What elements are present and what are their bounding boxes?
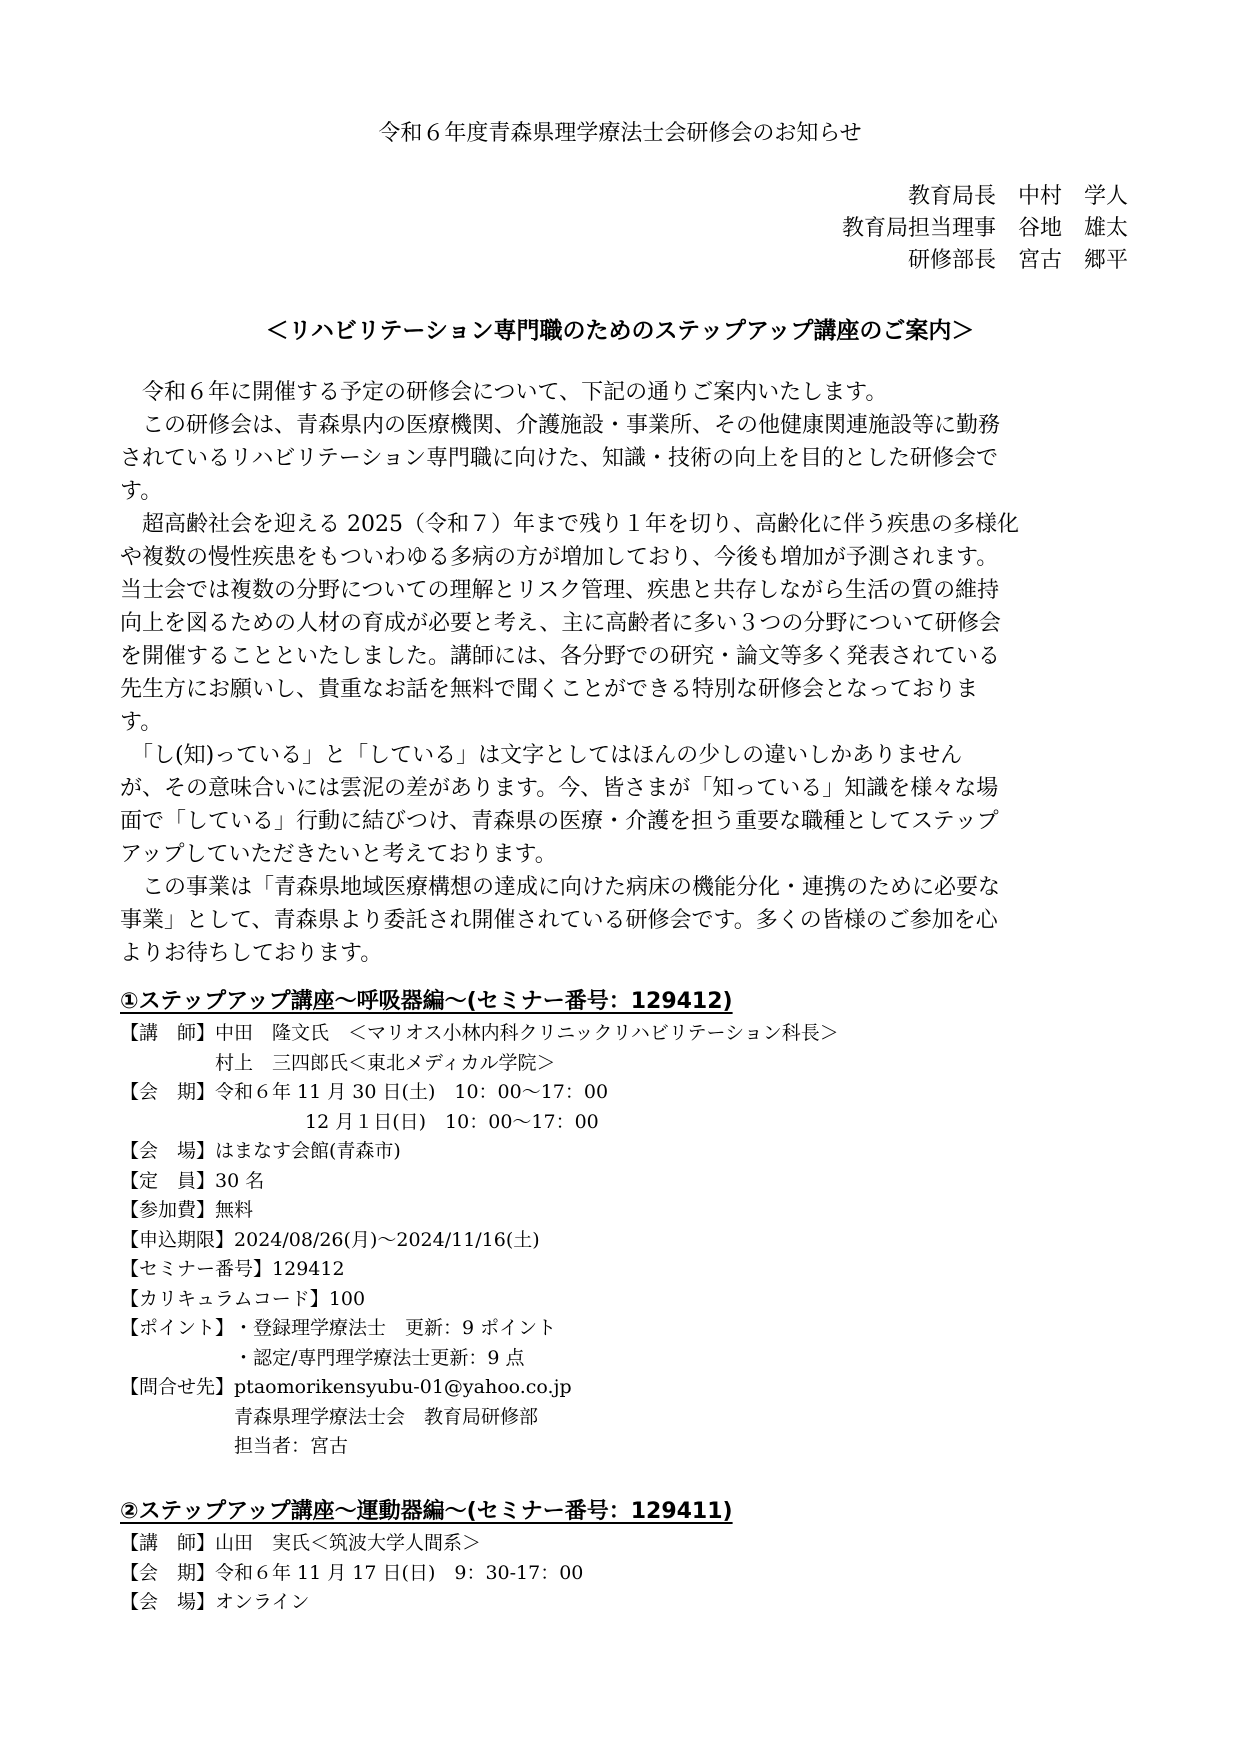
announcement-subtitle: ＜リハビリテーション専門職のためのステップアップ講座のご案内＞ (265, 318, 975, 344)
lecturer-label: 【講 師】 (120, 1022, 216, 1044)
seminar-number-row (120, 1255, 1126, 1285)
intro-line: が、その意味合いには雲泥の差があります。今、皆さまが「知っている」知識を様々な場 (120, 776, 999, 801)
intro-line: 面で「している」行動に結びつけ、青森県の医療・介護を担う重要な職種としてステップ (120, 809, 999, 834)
intro-body (120, 376, 1126, 970)
lecturer-row (120, 1529, 1126, 1559)
period-label: 【会 期】 (120, 1561, 216, 1584)
intro-line: 令和６年に開催する予定の研修会について、下記の通りご案内いたします。 (120, 380, 888, 405)
lecturer-row (120, 1019, 1126, 1078)
signer-name: 宮古 郷平 (1017, 248, 1128, 273)
fee-row (120, 1196, 1126, 1226)
intro-line: す。 (120, 479, 163, 504)
venue-row (120, 1137, 1126, 1167)
intro-line: や複数の慢性疾患をもついわゆる多病の方が増加しており、今後も増加が予測されます。 (120, 545, 999, 570)
contact-row (120, 1373, 1126, 1462)
intro-line: よりお待ちしております。 (120, 941, 383, 966)
signer-row (528, 245, 1128, 277)
intro-line: 当士会では複数の分野についての理解とリスク管理、疾患と共存しながら生活の質の維持 (120, 578, 1000, 603)
signer-block (528, 181, 1128, 277)
intro-line: 先生方にお願いし、貴重なお話を無料で聞くことができる特別な研修会となっておりま (120, 677, 979, 702)
contact-org: 青森県理学療法士会 教育局研修部 (234, 1405, 539, 1428)
intro-line: 「し(知)っている」と「している」は文字としてはほんの少しの違いしかありません (120, 743, 963, 768)
signer-role: 教育局担当理事 (841, 216, 996, 241)
venue-value: オンライン (215, 1591, 310, 1613)
contact-list (234, 1373, 572, 1462)
lecturer-list (215, 1019, 839, 1078)
section-locomotor (120, 1496, 1126, 1618)
points-item: ・認定/専門理学療法士更新：9 点 (234, 1346, 525, 1369)
contact-label: 【問合せ先】 (120, 1376, 235, 1398)
intro-line: す。 (120, 710, 163, 735)
venue-label: 【会 場】 (120, 1140, 216, 1162)
deadline-row (120, 1226, 1126, 1256)
signer-row (528, 181, 1128, 213)
intro-line: 事業」として、青森県より委託され開催されている研修会です。多くの皆様のご参加を心 (120, 908, 998, 933)
period-row (120, 1559, 1126, 1589)
intro-line: アップしていただきたいと考えております。 (120, 842, 557, 867)
lecturer-label: 【講 師】 (120, 1532, 216, 1554)
period-item: 12 月１日(日) 10：00～17：00 (305, 1110, 599, 1133)
points-item: ・登録理学療法士 更新：9 ポイント (234, 1317, 557, 1339)
period-label: 【会 期】 (120, 1081, 216, 1103)
signer-row (528, 213, 1128, 245)
deadline-value: 2024/08/26(月)～2024/11/16(土) (234, 1228, 540, 1251)
curriculum-value: 100 (328, 1287, 366, 1310)
lecturer-item: 山田 実氏＜筑波大学人間系＞ (215, 1532, 482, 1554)
signer-role: 教育局長 (907, 184, 996, 209)
period-list (215, 1078, 608, 1137)
period-item: 令和６年 11 月 17 日(日) 9：30-17：00 (215, 1561, 584, 1584)
period-row (120, 1078, 1126, 1137)
period-item: 令和６年 11 月 30 日(土) 10：00～17：00 (215, 1081, 609, 1103)
venue-value: はまなす会館(青森市) (215, 1140, 401, 1162)
points-list (234, 1314, 556, 1373)
intro-line: この事業は「青森県地域医療構想の達成に向けた病床の機能分化・連携のために必要な (120, 875, 1001, 900)
capacity-label: 【定 員】 (120, 1169, 216, 1192)
deadline-label: 【申込期限】 (120, 1228, 235, 1251)
intro-line: されているリハビリテーション専門職に向けた、知識・技術の向上を目的とした研修会で (120, 446, 999, 471)
venue-row (120, 1588, 1126, 1618)
capacity-value: 30 名 (215, 1169, 265, 1192)
page-title: 令和６年度青森県理学療法士会研修会のお知らせ (378, 121, 862, 146)
venue-label: 【会 場】 (120, 1591, 216, 1613)
intro-line: を開催することといたしました。講師には、各分野での研究・論文等多く発表されている (120, 644, 1001, 669)
section-respiratory (120, 986, 1126, 1462)
section-heading: ①ステップアップ講座～呼吸器編～(セミナー番号：129412) (120, 989, 733, 1014)
curriculum-row (120, 1285, 1126, 1315)
lecturer-item: 中田 隆文氏 ＜マリオス小林内科クリニックリハビリテーション科長＞ (215, 1022, 839, 1044)
lecturer-item: 村上 三四郎氏＜東北メディカル学院＞ (215, 1051, 556, 1074)
points-row (120, 1314, 1126, 1373)
fee-label: 【参加費】 (120, 1199, 216, 1221)
seminar-number-label: 【セミナー番号】 (120, 1258, 273, 1280)
signer-name: 谷地 雄太 (1017, 216, 1128, 241)
capacity-row (120, 1167, 1126, 1197)
contact-person: 担当者：宮古 (234, 1435, 349, 1457)
intro-line: 超高齢社会を迎える 2025（令和７）年まで残り１年を切り、高齢化に伴う疾患の多様化 (120, 512, 1019, 537)
intro-line: この研修会は、青森県内の医療機関、介護施設・事業所、その他健康関連施設等に勤務 (120, 413, 1001, 438)
seminar-number-value: 129412 (272, 1258, 345, 1280)
signer-name: 中村 学人 (1017, 184, 1128, 209)
section-heading: ②ステップアップ講座～運動器編～(セミナー番号：129411) (120, 1499, 733, 1524)
contact-email[interactable]: ptaomorikensyubu-01@yahoo.co.jp (234, 1376, 572, 1398)
points-label: 【ポイント】 (120, 1317, 235, 1339)
curriculum-label: 【カリキュラムコード】 (120, 1287, 329, 1310)
intro-paragraph (120, 376, 1126, 970)
signer-role: 研修部長 (907, 248, 996, 273)
fee-value: 無料 (215, 1199, 254, 1221)
intro-line: 向上を図るための人材の育成が必要と考え、主に高齢者に多い３つの分野について研修会 (120, 611, 1001, 636)
